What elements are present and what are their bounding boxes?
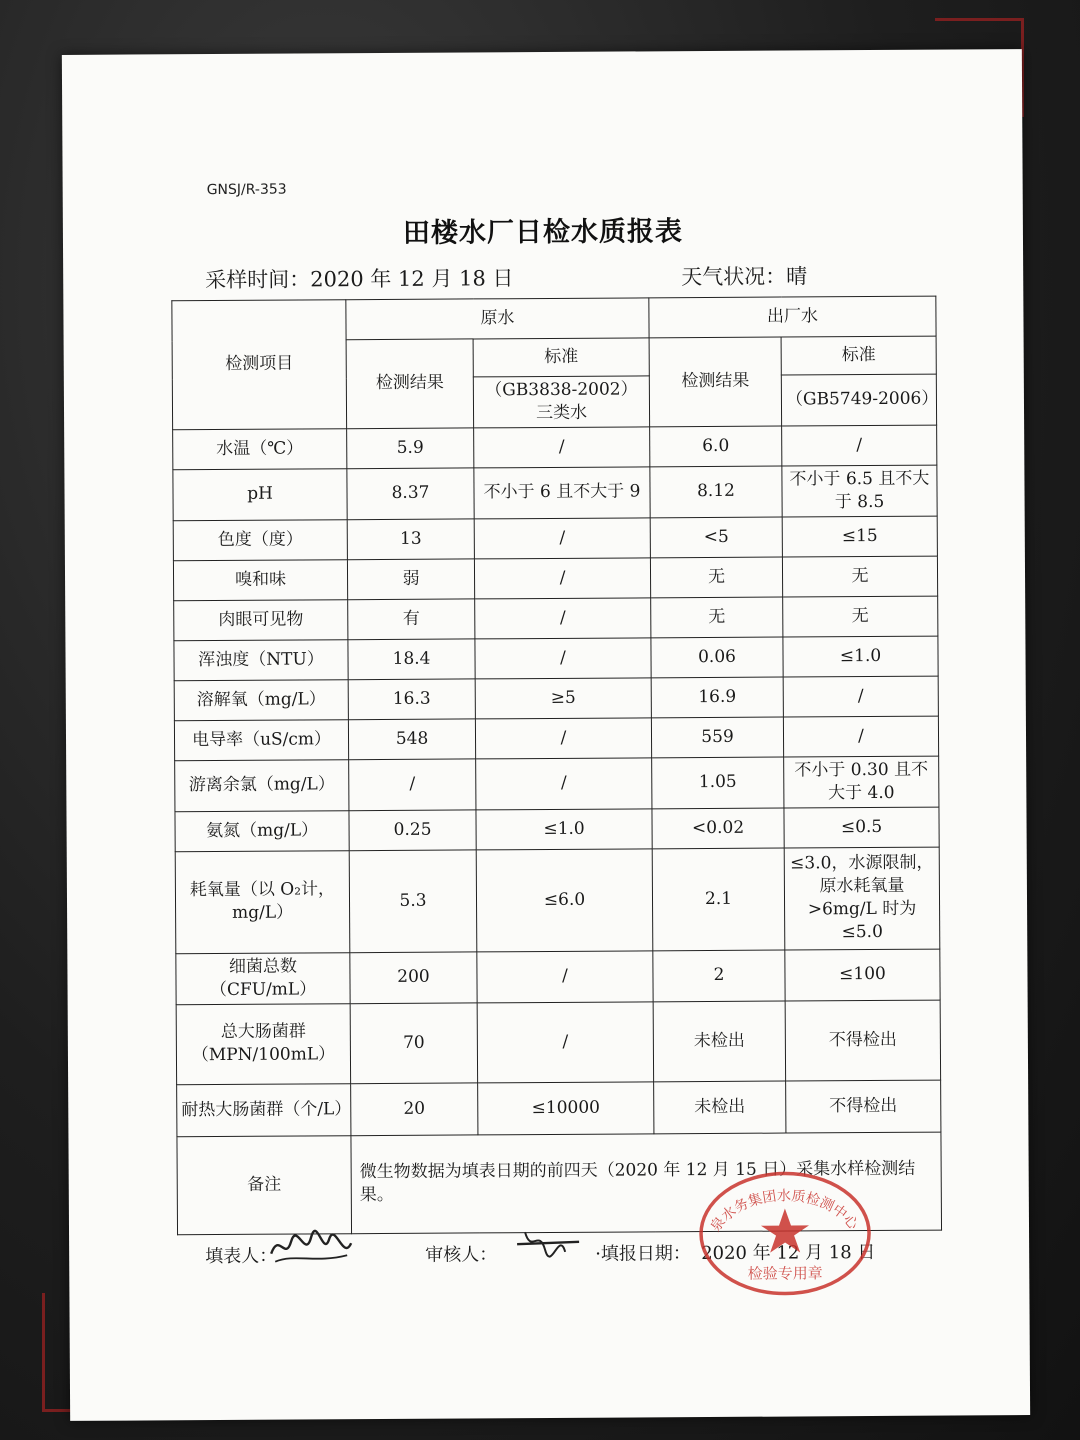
raw-result: 548	[348, 719, 475, 760]
header-raw-standard: 标准	[473, 338, 649, 377]
svg-text:检验专用章: 检验专用章	[747, 1264, 823, 1283]
table-row	[173, 556, 937, 601]
finished-standard: ≤0.5	[784, 807, 939, 848]
water-quality-table	[171, 296, 942, 1235]
finished-result: 559	[651, 717, 783, 758]
row-item: 浑浊度（NTU）	[174, 639, 348, 680]
raw-result: 200	[350, 952, 477, 1004]
row-item: pH	[173, 469, 347, 521]
row-item: 电导率（uS/cm）	[174, 719, 348, 760]
raw-standard: /	[477, 1001, 653, 1082]
table-row	[175, 847, 940, 954]
finished-result: 1.05	[652, 757, 784, 809]
finished-result: 6.0	[650, 426, 782, 467]
table-row	[173, 516, 937, 561]
finished-standard: /	[783, 676, 938, 717]
finished-standard: /	[783, 716, 938, 757]
row-item: 游离余氯（mg/L）	[175, 759, 349, 811]
remarks-label: 备注	[177, 1135, 352, 1234]
fill-date-value: 2020 年 12 月 18 日	[701, 1241, 876, 1265]
finished-standard: ≤15	[782, 516, 937, 557]
table-row	[176, 949, 940, 1005]
svg-text:泉水务集团水质检测中心: 泉水务集团水质检测中心	[707, 1188, 862, 1235]
finished-result: 8.12	[650, 466, 782, 518]
raw-standard: /	[474, 518, 650, 559]
table-row	[174, 676, 938, 721]
table-row	[176, 1000, 940, 1085]
header-finished-result: 检测结果	[649, 337, 782, 427]
raw-result: 16.3	[348, 679, 475, 720]
finished-result: 16.9	[651, 677, 783, 718]
reviewer-label: 审核人：	[425, 1244, 498, 1266]
finished-result: 2.1	[652, 848, 785, 951]
finished-standard: ≤1.0	[783, 636, 938, 677]
raw-result: 5.9	[347, 428, 474, 469]
header-item: 检测项目	[172, 300, 347, 430]
raw-standard: /	[475, 718, 651, 759]
finished-standard: 不小于 6.5 且不大于 8.5	[782, 465, 937, 517]
row-item: 氨氮（mg/L）	[175, 810, 349, 851]
finished-standard: 无	[783, 596, 938, 637]
reviewer-signature-icon	[513, 1224, 585, 1260]
finished-standard: /	[782, 425, 937, 466]
table-row	[174, 716, 938, 761]
finished-standard: ≤3.0，水源限制，原水耗氧量>6mg/L 时为≤5.0	[784, 847, 940, 950]
row-item: 溶解氧（mg/L）	[174, 679, 348, 720]
finished-standard: 不小于 0.30 且不大于 4.0	[784, 756, 939, 808]
row-item: 耐热大肠菌群（个/L）	[177, 1083, 351, 1136]
sampling-time: 采样时间：2020 年 12 月 18 日	[205, 266, 514, 293]
row-item: 水温（℃）	[173, 429, 347, 470]
header-raw-standard-ref: （GB3838-2002）三类水	[473, 376, 649, 428]
row-item: 耗氧量（以 O₂计，mg/L）	[175, 850, 350, 953]
finished-standard: 不得检出	[786, 1080, 941, 1133]
raw-result: 弱	[347, 559, 474, 600]
raw-standard: /	[477, 950, 653, 1002]
filler-signature-icon	[265, 1223, 355, 1268]
row-item: 色度（度）	[173, 519, 347, 560]
report-title: 田楼水厂日检水质报表	[402, 216, 684, 249]
table-row	[174, 596, 938, 641]
header-finished-standard: 标准	[781, 336, 936, 375]
finished-result: 0.06	[651, 637, 783, 678]
raw-standard: /	[474, 558, 650, 599]
raw-result: 5.3	[349, 850, 477, 953]
raw-result: 70	[350, 1002, 477, 1083]
raw-result: 有	[348, 599, 475, 640]
table-row	[175, 756, 939, 812]
raw-standard: ≤1.0	[476, 808, 652, 849]
raw-standard: /	[476, 758, 652, 810]
row-item: 总大肠菌群（MPN/100mL）	[176, 1003, 350, 1084]
official-seal-icon	[697, 1168, 874, 1299]
table-row	[173, 425, 937, 470]
table-row	[173, 465, 937, 521]
table-row	[174, 636, 938, 681]
raw-standard: 不小于 6 且不大于 9	[474, 467, 650, 519]
finished-result: 2	[653, 950, 785, 1002]
remarks-text: 微生物数据为填表日期的前四天（2020 年 12 月 15 日）采集水样检测结果。	[351, 1132, 942, 1234]
raw-standard: /	[475, 598, 651, 639]
filler-label: 填表人：	[205, 1245, 278, 1268]
finished-result: <5	[650, 517, 782, 558]
raw-result: 18.4	[348, 639, 475, 680]
raw-standard: ≤6.0	[476, 848, 653, 951]
finished-standard: 无	[782, 556, 937, 597]
raw-result: /	[349, 759, 476, 811]
finished-result: 未检出	[653, 1001, 785, 1082]
row-item: 细菌总数（CFU/mL）	[176, 952, 350, 1004]
row-item: 肉眼可见物	[174, 599, 348, 640]
raw-standard: /	[474, 427, 650, 468]
header-raw-water: 原水	[346, 298, 649, 340]
row-item: 嗅和味	[173, 559, 347, 600]
finished-standard: 不得检出	[785, 1000, 940, 1081]
finished-result: <0.02	[652, 808, 784, 849]
finished-result: 无	[651, 597, 783, 638]
finished-result: 无	[650, 557, 782, 598]
document-code: GNSJ/R-353	[206, 181, 287, 199]
table-row	[177, 1080, 941, 1137]
finished-standard: ≤100	[785, 949, 940, 1001]
header-raw-result: 检测结果	[346, 339, 474, 429]
raw-result: 13	[347, 519, 474, 560]
raw-result: 20	[351, 1082, 478, 1135]
finished-result: 未检出	[654, 1081, 786, 1134]
raw-standard: ≤10000	[478, 1081, 654, 1134]
fill-date-label: ·填报日期：	[595, 1243, 691, 1265]
raw-standard: ≥5	[475, 678, 651, 719]
header-finished-water: 出厂水	[649, 296, 936, 338]
table-row	[175, 807, 939, 852]
header-finished-standard-ref: （GB5749-2006）	[781, 374, 936, 426]
raw-result: 8.37	[347, 468, 474, 520]
report-paper	[62, 49, 1030, 1421]
raw-standard: /	[475, 638, 651, 679]
raw-result: 0.25	[349, 810, 476, 851]
weather-status: 天气状况：晴	[681, 264, 808, 290]
